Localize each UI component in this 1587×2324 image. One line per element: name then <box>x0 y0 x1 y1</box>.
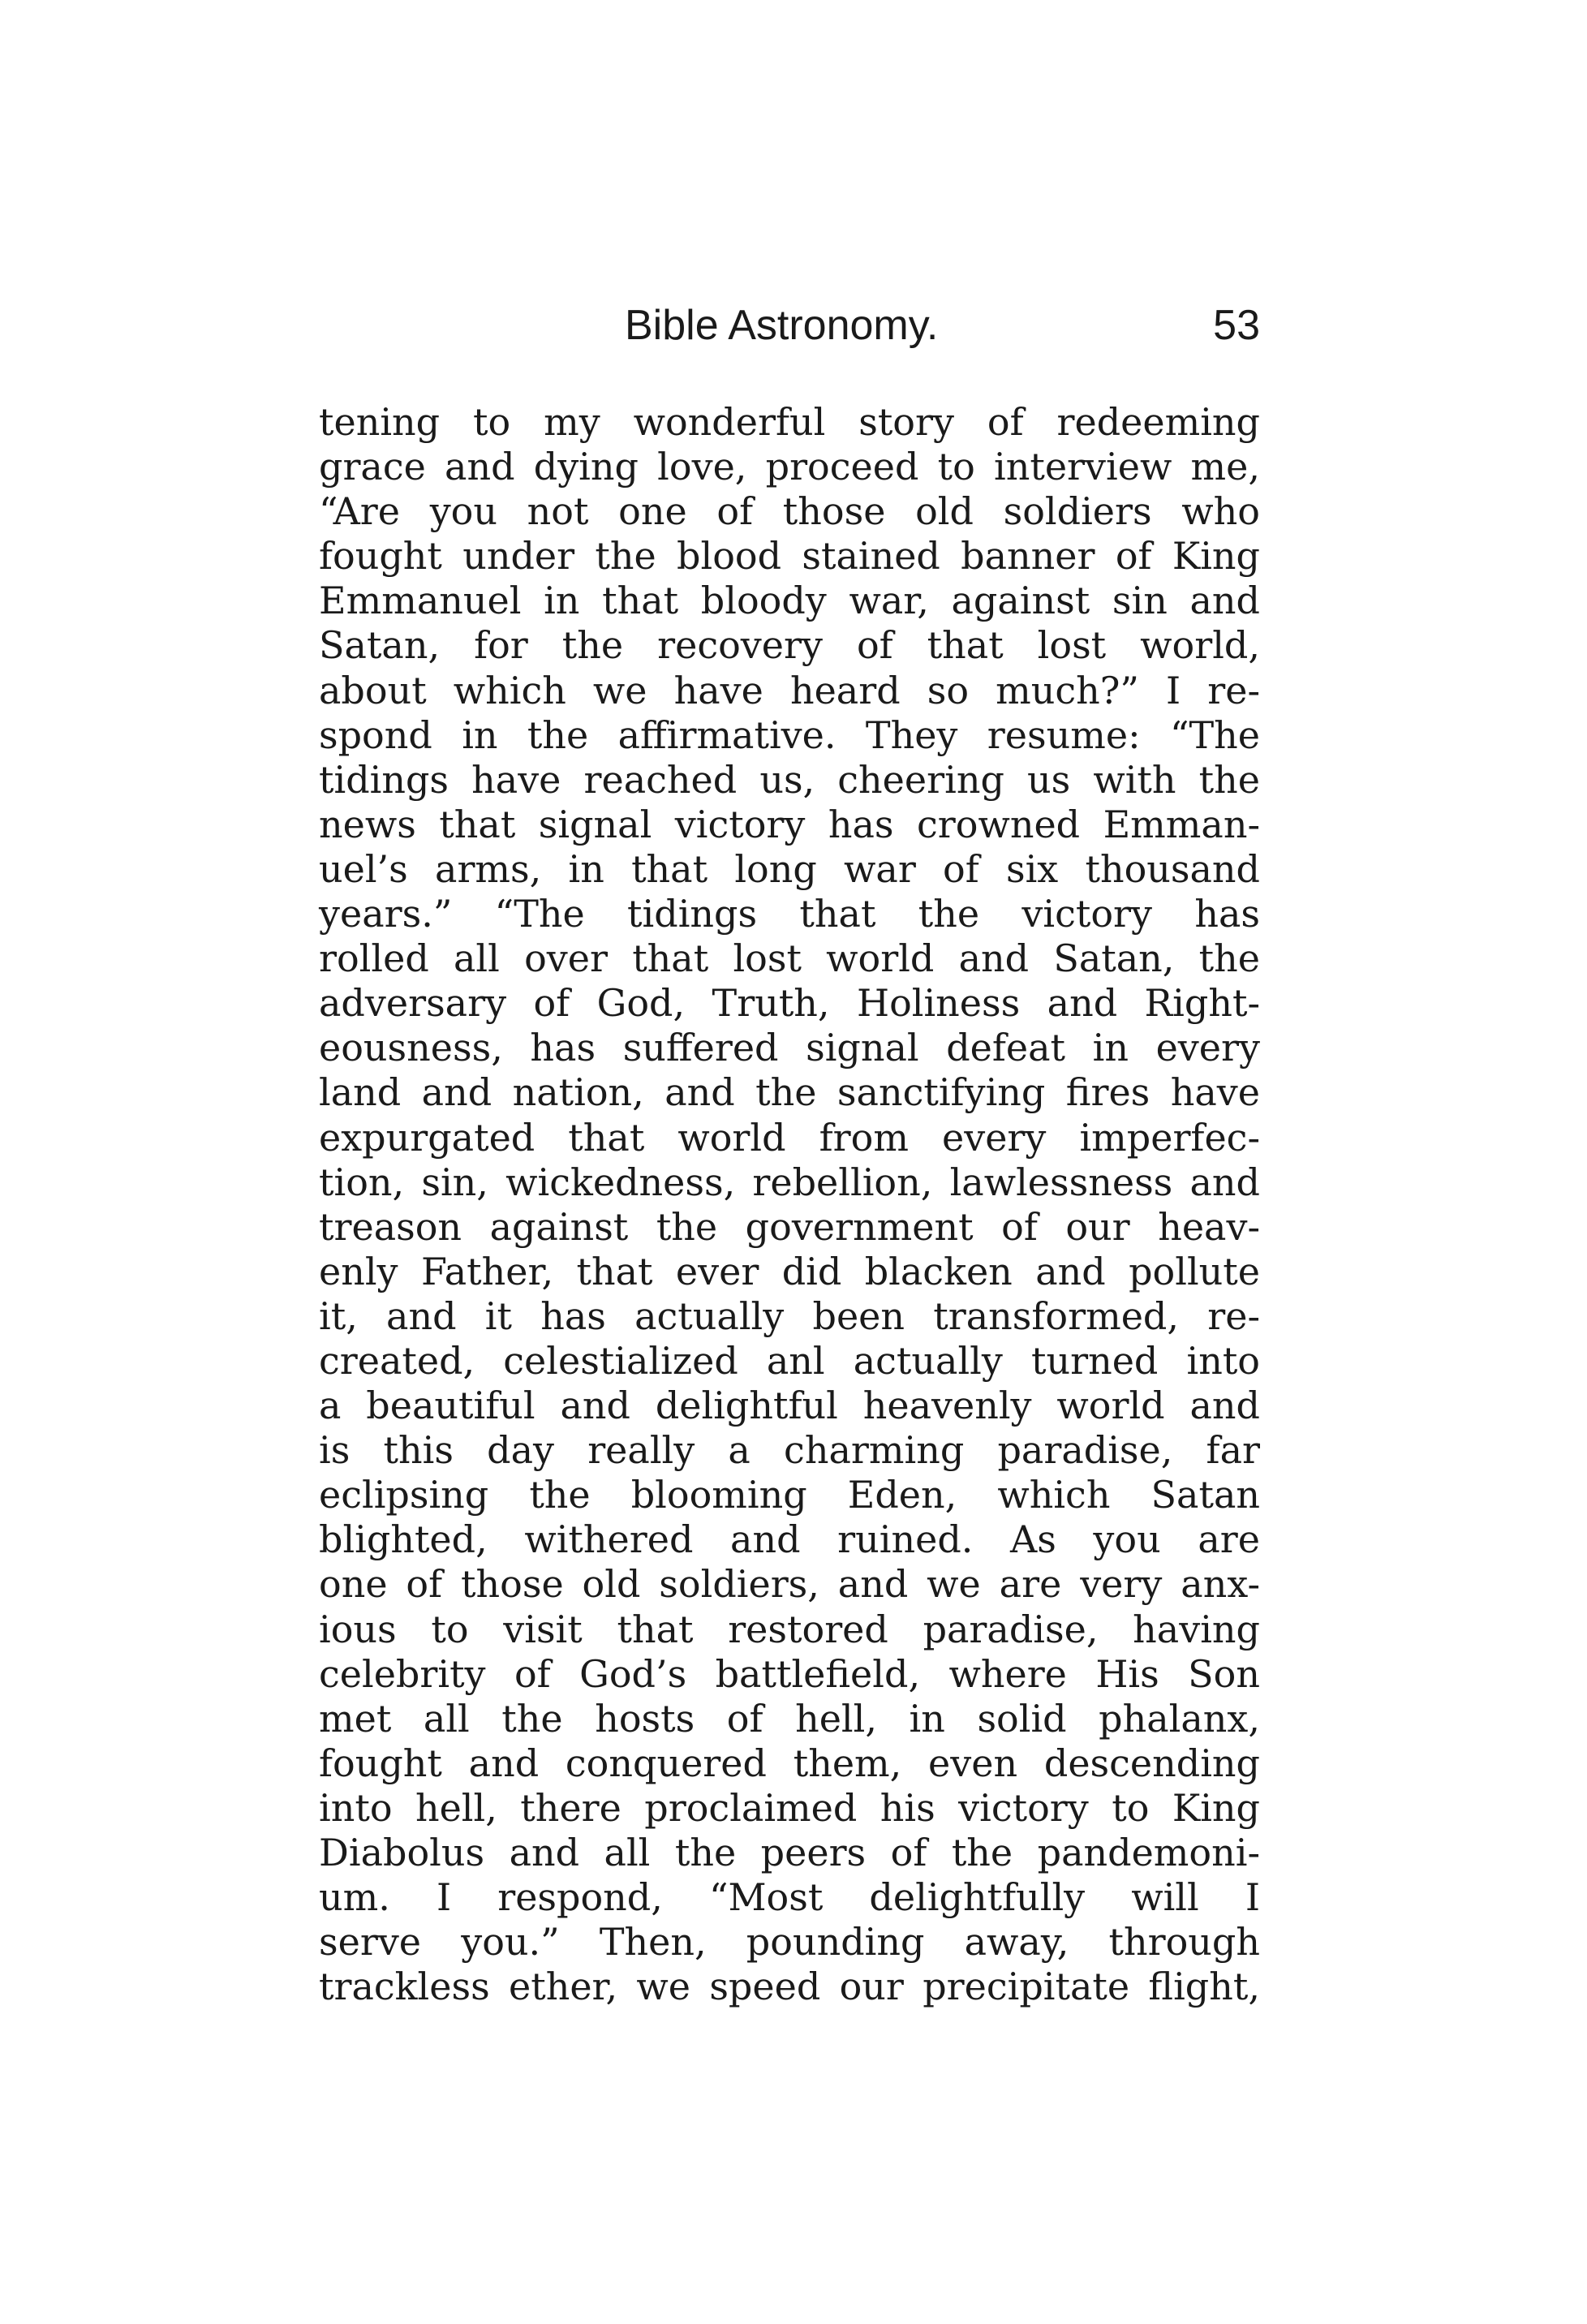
text-line: uel’s arms, in that long war of six thousand <box>319 846 1260 891</box>
text-line: into hell, there proclaimed his victory to King <box>319 1785 1260 1830</box>
text-line: years.” “The tidings that the victory has <box>319 892 1260 936</box>
running-title: Bible Astronomy. <box>625 302 939 349</box>
text-line: tion, sin, wickedness, rebellion, lawlessness and <box>319 1160 1260 1204</box>
text-line: serve you.” Then, pounding away, through <box>319 1920 1260 1965</box>
text-line: blighted, withered and ruined. As you are <box>319 1517 1260 1562</box>
text-line: celebrity of God’s battlefield, where His Son <box>319 1651 1260 1696</box>
text-line: Emmanuel in that bloody war, against sin and <box>319 579 1260 623</box>
text-line: enly Father, that ever did blacken and pollute <box>319 1249 1260 1293</box>
text-line: spond in the affirmative. They resume: “The <box>319 712 1260 757</box>
text-line: it, and it has actually been transformed, re- <box>319 1293 1260 1338</box>
running-head <box>319 297 1260 354</box>
text-line: Satan, for the recovery of that lost world, <box>319 623 1260 668</box>
text-line: eclipsing the blooming Eden, which Satan <box>319 1473 1260 1517</box>
text-line: “Are you not one of those old soldiers who <box>319 489 1260 534</box>
text-line: rolled all over that lost world and Satan, the <box>319 936 1260 981</box>
text-line: Diabolus and all the peers of the pandemoni- <box>319 1831 1260 1874</box>
text-line: eousness, has suffered signal defeat in every <box>319 1026 1260 1070</box>
text-line: tening to my wonderful story of redeeming <box>319 400 1260 444</box>
text-line: created, celestialized anl actually turned into <box>319 1338 1260 1383</box>
text-line: expurgated that world from every imperfec- <box>319 1115 1260 1160</box>
text-line: grace and dying love, proceed to interview me, <box>319 445 1260 489</box>
body-text <box>319 400 1260 2009</box>
text-line: fought and conquered them, even descending <box>319 1741 1260 1785</box>
text-line: treason against the government of our heav- <box>319 1204 1260 1249</box>
text-line: trackless ether, we speed our precipitate flight, <box>319 1965 1260 2009</box>
text-line: is this day really a charming paradise, far <box>319 1428 1260 1473</box>
text-line: um. I respond, “Most delightfully will I <box>319 1875 1260 1920</box>
text-line: adversary of God, Truth, Holiness and Right- <box>319 981 1260 1026</box>
text-line: fought under the blood stained banner of King <box>319 534 1260 579</box>
text-line: a beautiful and delightful heavenly world and <box>319 1384 1260 1428</box>
text-line: one of those old soldiers, and we are very anx- <box>319 1562 1260 1607</box>
text-line: ious to visit that restored paradise, having <box>319 1607 1260 1651</box>
text-line: about which we have heard so much?” I re- <box>319 668 1260 712</box>
page-number: 53 <box>1213 302 1260 349</box>
text-line: land and nation, and the sanctifying fires have <box>319 1070 1260 1115</box>
text-line: tidings have reached us, cheering us with the <box>319 757 1260 802</box>
text-line: news that signal victory has crowned Emman- <box>319 802 1260 846</box>
text-line: met all the hosts of hell, in solid phalanx, <box>319 1696 1260 1741</box>
